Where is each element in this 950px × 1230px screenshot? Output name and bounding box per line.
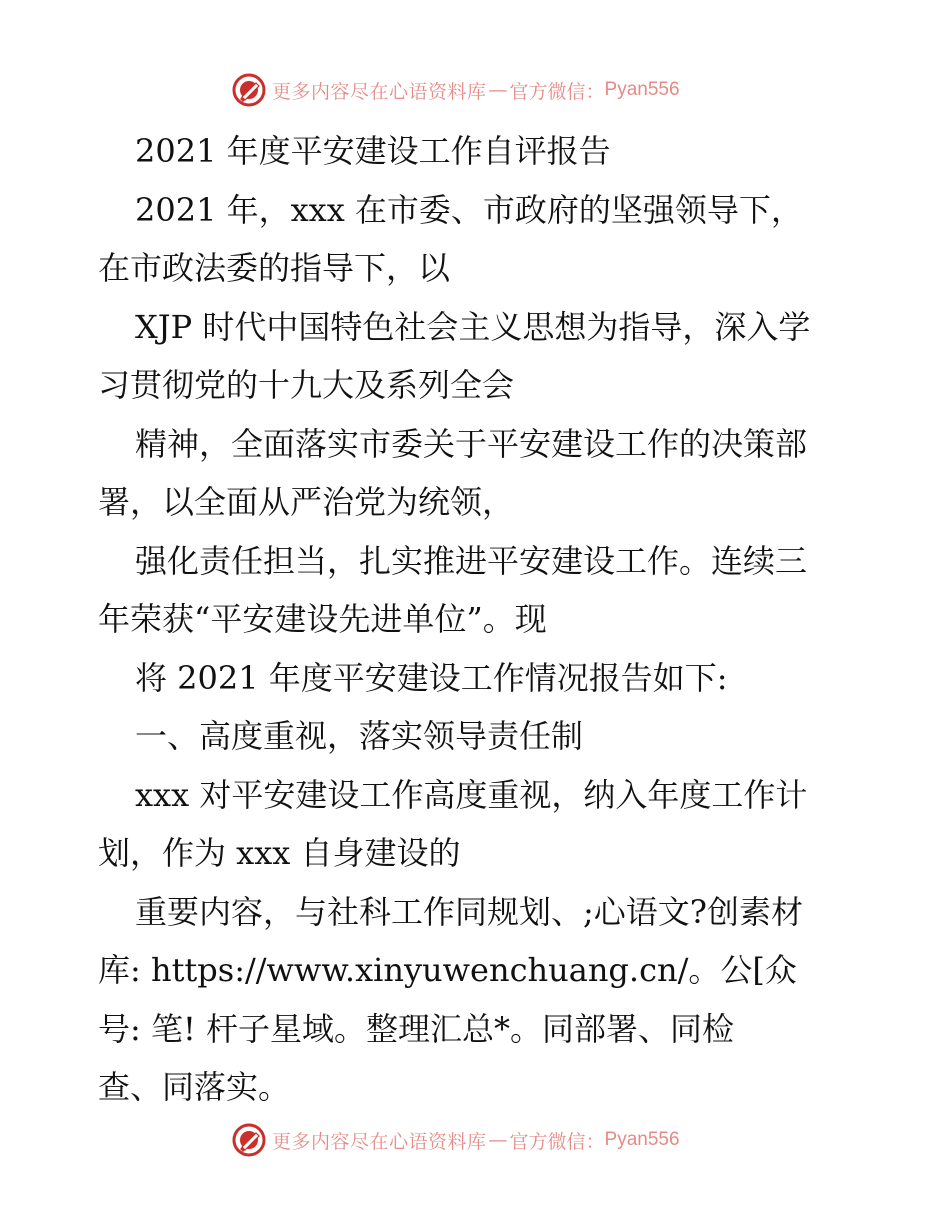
doc-line: 精神，全面落实市委关于平安建设工作的决策部 <box>135 424 808 463</box>
section-heading: 一、高度重视，落实领导责任制 <box>135 717 584 755</box>
doc-line: 在市政法委的指导下，以 <box>98 249 451 287</box>
document-body <box>98 122 858 1117</box>
footer-watermark <box>232 1123 680 1157</box>
doc-line: 2021 年，xxx 在市委、市政府的坚强领导下， <box>135 190 803 229</box>
doc-line: 重要内容，与社科工作同规划、;心语文?创素材 <box>135 892 803 931</box>
header-watermark <box>232 73 680 107</box>
watermark-dash: — <box>488 79 508 101</box>
watermark-dash: — <box>488 1129 508 1151</box>
doc-line: 划，作为 xxx 自身建设的 <box>98 834 461 872</box>
doc-line: 将 2021 年度平安建设工作情况报告如下: <box>135 658 728 697</box>
watermark-text: 更多内容尽在心语资料库 <box>272 1130 487 1153</box>
doc-title: 2021 年度平安建设工作自评报告 <box>135 132 611 170</box>
doc-line: xxx 对平安建设工作高度重视，纳入年度工作计 <box>135 775 808 814</box>
watermark-wechat-id: Pyan556 <box>604 1129 680 1150</box>
doc-line: 号: 笔! 杆子星域。整理汇总*。同部署、同检 <box>98 1009 734 1048</box>
watermark-wechat-label: 官方微信： <box>509 1130 605 1153</box>
doc-line: 年荣获“平安建设先进单位”。现 <box>98 600 547 638</box>
doc-line: 查、同落实。 <box>98 1068 291 1106</box>
doc-line: XJP 时代中国特色社会主义思想为指导，深入学 <box>135 307 811 346</box>
seal-pen-logo-icon <box>232 1123 266 1157</box>
watermark-wechat-id: Pyan556 <box>604 79 680 100</box>
seal-pen-logo-icon <box>232 73 266 107</box>
doc-line: 库: https://www.xinyuwenchuang.cn/。公[众 <box>98 951 797 989</box>
doc-line: 强化责任担当，扎实推进平安建设工作。连续三 <box>135 541 808 580</box>
doc-line: 署，以全面从严治党为统领， <box>98 483 515 521</box>
watermark-text: 更多内容尽在心语资料库 <box>272 80 487 103</box>
watermark-wechat-label: 官方微信： <box>509 80 605 103</box>
doc-line: 习贯彻党的十九大及系列全会 <box>98 366 515 404</box>
